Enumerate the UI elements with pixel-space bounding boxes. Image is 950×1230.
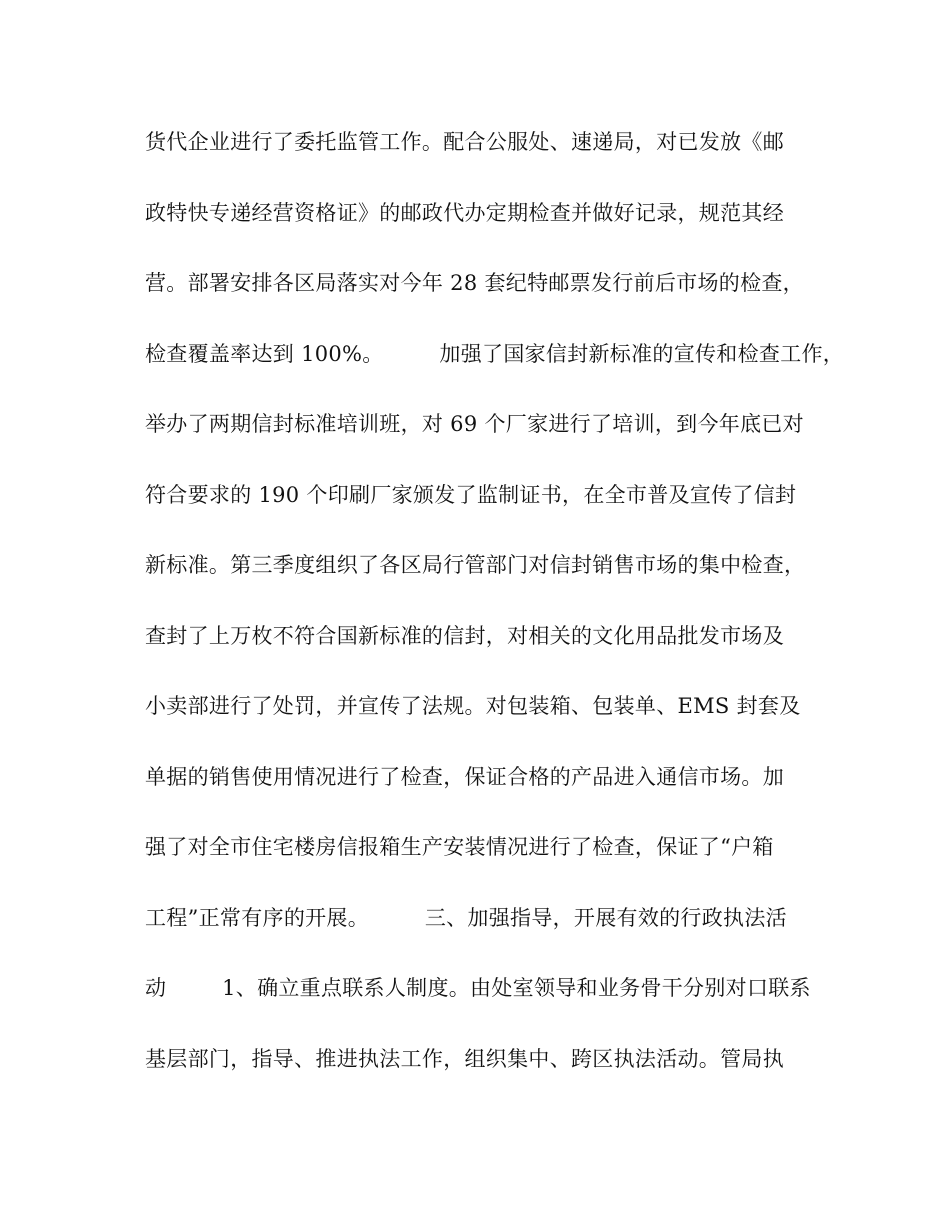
text-line: 查封了上万枚不符合国新标准的信封，对相关的文化用品批发市场及 xyxy=(145,623,784,648)
text-line: 工程”正常有序的开展。 三、加强指导，开展有效的行政执法活 xyxy=(145,905,787,930)
text-line: 小卖部进行了处罚，并宣传了法规。对包装箱、包装单、EMS 封套及 xyxy=(145,694,801,718)
document-body xyxy=(145,124,845,1111)
text-line: 货代企业进行了委托监管工作。配合公服处、速递局，对已发放《邮 xyxy=(145,130,784,154)
text-line: 检查覆盖率达到 100%。 加强了国家信封新标准的宣传和检查工作， xyxy=(145,341,845,366)
text-line: 新标准。第三季度组织了各区局行管部门对信封销售市场的集中检查， xyxy=(145,553,806,577)
text-line: 营。部署安排各区局落实对今年 28 套纪特邮票发行前后市场的检查， xyxy=(145,271,804,295)
text-line: 符合要求的 190 个印刷厂家颁发了监制证书，在全市普及宣传了信封 xyxy=(145,482,797,507)
text-line: 单据的销售使用情况进行了检查，保证合格的产品进入通信市场。加 xyxy=(145,764,784,789)
text-line: 强了对全市住宅楼房信报箱生产安装情况进行了检查，保证了“户箱 xyxy=(145,835,774,859)
text-line: 举办了两期信封标准培训班，对 69 个厂家进行了培训，到今年底已对 xyxy=(145,412,804,436)
text-line: 基层部门，指导、推进执法工作，组织集中、跨区执法活动。管局执 xyxy=(145,1046,784,1071)
text-line: 政特快专递经营资格证》的邮政代办定期检查并做好记录，规范其经 xyxy=(145,200,784,225)
text-line: 动 1、确立重点联系人制度。由处室领导和业务骨干分别对口联系 xyxy=(145,976,811,1000)
